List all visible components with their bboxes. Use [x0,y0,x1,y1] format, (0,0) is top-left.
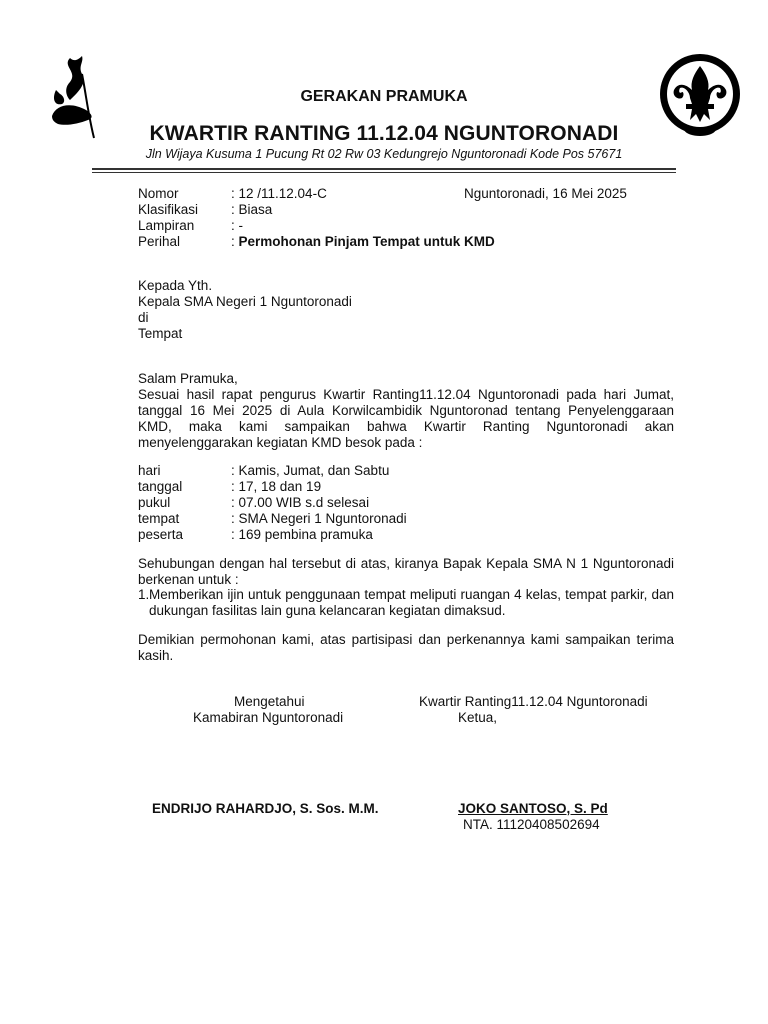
left-signature-title: Mengetahui [234,694,305,709]
right-signature-title: Kwartir Ranting11.12.04 Nguntoronadi [419,694,648,709]
right-signatory-nta: NTA. 11120408502694 [463,817,600,832]
detail-label: tempat [138,511,180,526]
left-signatory-name: ENDRIJO RAHARDJO, S. Sos. M.M. [152,801,379,816]
detail-value: : 169 pembina pramuka [231,527,373,542]
detail-row [138,495,407,511]
header-divider-thin [92,172,676,173]
detail-label: peserta [138,527,184,542]
recipient-block [138,278,352,342]
recipient-line: Kepada Yth. [138,278,213,293]
meta-label: Perihal [138,234,181,249]
header-divider-thick [92,168,676,170]
detail-label: hari [138,463,161,478]
detail-row [138,527,407,543]
meta-label: Nomor [138,186,179,201]
list-item: Memberikan ijin untuk penggunaan tempat meliputi ruangan 4 kelas, tempat parkir, dan dukungan fasilitas lain guna kelancaran kegiatan dimaksud. [149,587,674,618]
detail-row [138,463,407,479]
list-number: 1. [138,587,150,602]
meta-value: : - [231,218,243,233]
request-list [138,587,674,619]
recipient-line: Tempat [138,326,183,341]
address-line: Jln Wijaya Kusuma 1 Pucung Rt 02 Rw 03 Kedungrejo Nguntoronadi Kode Pos 57671 [145,147,623,161]
letter-date: Nguntoronadi, 16 Mei 2025 [464,186,627,201]
detail-value: : Kamis, Jumat, dan Sabtu [231,463,390,478]
right-signature-role: Ketua, [458,710,498,725]
recipient-line: di [138,310,149,325]
meta-row-klasifikasi [138,202,495,218]
meta-label: Klasifikasi [138,202,199,217]
meta-label: Lampiran [138,218,195,233]
detail-label: tanggal [138,479,183,494]
organization-name: GERAKAN PRAMUKA [300,88,468,105]
letter-meta [138,186,495,250]
meta-value: : Biasa [231,202,273,217]
detail-row [138,511,407,527]
event-details [138,463,407,543]
meta-row-lampiran [138,218,495,234]
closing-paragraph: Demikian permohonan kami, atas partisipasi dan perkenannya kami sampaikan terima kasih. [138,632,674,663]
detail-value: : SMA Negeri 1 Nguntoronadi [231,511,407,526]
meta-row-perihal [138,234,495,250]
meta-subject: Permohonan Pinjam Tempat untuk KMD [238,234,495,249]
left-signature-role: Kamabiran Nguntoronadi [193,710,344,725]
detail-label: pukul [138,495,171,510]
greeting: Salam Pramuka, [138,371,238,386]
detail-value: : 07.00 WIB s.d selesai [231,495,370,510]
right-signatory-name: JOKO SANTOSO, S. Pd [458,801,608,816]
body-paragraph-1: Sesuai hasil rapat pengurus Kwartir Ranting11.12.04 Nguntoronadi pada hari Jumat, tanggal 16 Mei 2025 di Aula Korwilcambidik Nguntoronad tentang Penyelenggaraan KMD, maka kami sampaikan bahwa Kwartir Ranting Nguntoronadi akan menyelenggarakan kegiatan KMD besok pada : [138,387,674,450]
detail-row [138,479,407,495]
meta-value: : 12 /11.12.04-C [231,186,327,201]
meta-row-nomor [138,186,495,202]
meta-colon: : [231,234,239,249]
kwartir-title: KWARTIR RANTING 11.12.04 NGUNTORONADI [149,122,619,145]
recipient-line: Kepala SMA Negeri 1 Nguntoronadi [138,294,352,309]
body-paragraph-2: Sehubungan dengan hal tersebut di atas, kiranya Bapak Kepala SMA N 1 Nguntoronadi berkenan untuk : [138,556,674,587]
detail-value: : 17, 18 dan 19 [231,479,322,494]
